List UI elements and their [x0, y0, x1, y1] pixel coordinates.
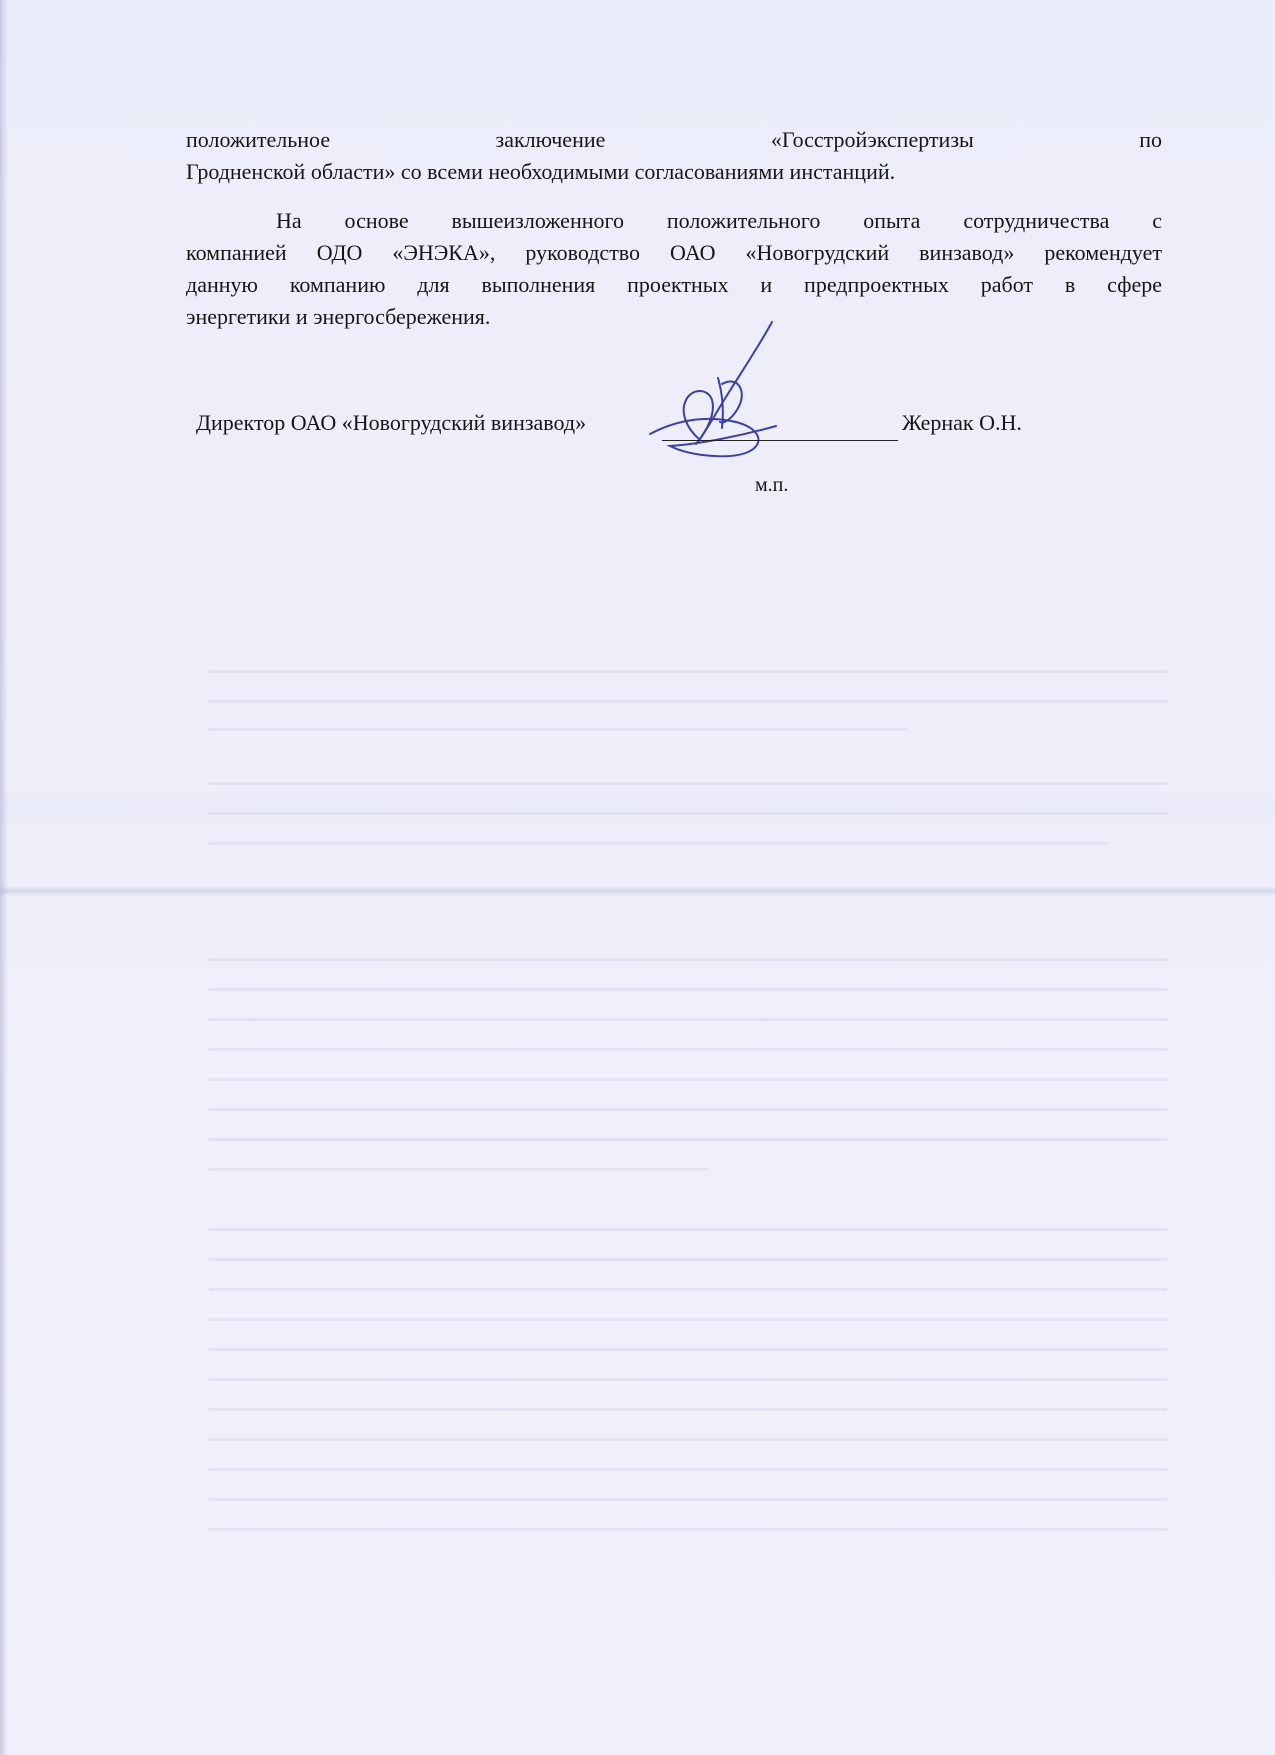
- paragraph-continuation: [186, 124, 1162, 188]
- stamp-place-label: м.п.: [755, 474, 789, 496]
- show-through-line: [208, 782, 1168, 785]
- show-through-line: [208, 812, 1168, 815]
- signature-line: [662, 440, 898, 441]
- show-through-line: [208, 958, 1168, 961]
- show-through-line: [208, 670, 1168, 673]
- show-through-line: [208, 1228, 1168, 1231]
- paragraph-line: компанией ОДО «ЭНЭКА», руководство ОАО «Новогрудский винзавод» рекомендует: [186, 240, 1162, 265]
- show-through-line: [208, 1378, 1168, 1381]
- word: заключение: [495, 127, 606, 152]
- word: положительное: [186, 127, 331, 152]
- paragraph-line: Гродненской области» со всеми необходимыми согласованиями инстанций.: [186, 159, 896, 184]
- show-through-line: [208, 1138, 1168, 1141]
- show-through-line: [208, 842, 1108, 845]
- word: «Госстройэкспертизы: [770, 127, 974, 152]
- paragraph-line: На основе вышеизложенного положительного опыта сотрудничества с: [276, 208, 1162, 233]
- show-through-line: [208, 1288, 1168, 1291]
- show-through-line: [208, 1108, 1168, 1111]
- show-through-line: [208, 1168, 708, 1171]
- show-through-line: [208, 728, 908, 731]
- paragraph-line: энергетики и энергосбережения.: [186, 304, 491, 329]
- show-through-line: [208, 1318, 1168, 1321]
- show-through-line: [208, 1438, 1168, 1441]
- director-title: Директор ОАО «Новогрудский винзавод»: [196, 410, 587, 435]
- show-through-line: [208, 1498, 1168, 1501]
- page-edge-shadow: [0, 0, 8, 1755]
- show-through-line: [208, 1408, 1168, 1411]
- paragraph-line: [186, 124, 1162, 156]
- show-through-line: [208, 1468, 1168, 1471]
- show-through-line: [208, 700, 1168, 703]
- word: по: [1139, 127, 1162, 152]
- paragraph-line: данную компанию для выполнения проектных и предпроектных работ в сфере: [186, 272, 1162, 297]
- show-through-line: [208, 1078, 1168, 1081]
- show-through-line: [208, 1048, 1168, 1051]
- show-through-line: [208, 1528, 1168, 1531]
- signature-block: [196, 410, 1076, 450]
- show-through-line: [208, 1018, 1168, 1021]
- paper-fold-line: [0, 886, 1275, 896]
- recommendation-paragraph: [186, 205, 1162, 333]
- show-through-line: [208, 988, 1168, 991]
- show-through-line: [208, 1348, 1168, 1351]
- signer-name: Жернак О.Н.: [902, 410, 1022, 435]
- show-through-line: [208, 1258, 1168, 1261]
